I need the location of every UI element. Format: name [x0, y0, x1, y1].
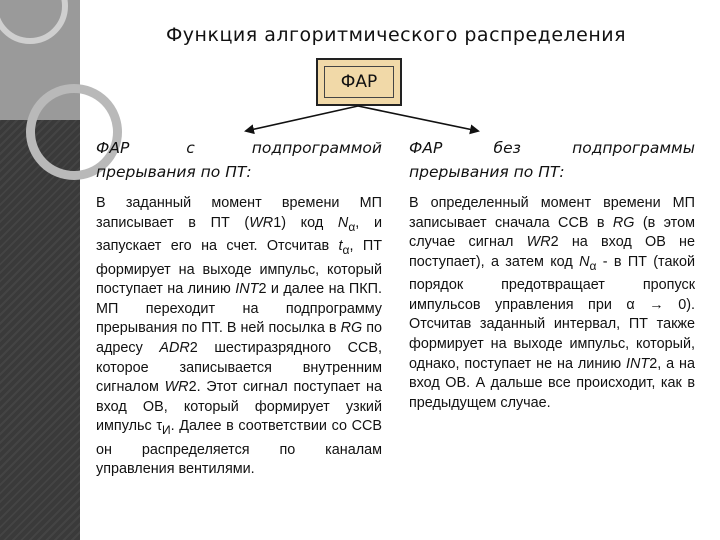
text-run: 2, а на вход ОВ. А дальше все происходит, как в предыдущем случае. — [409, 355, 696, 411]
italic-symbol: t — [338, 238, 343, 255]
text-run: , ПТ формирует на выходе импульс, который поступает на линию — [96, 238, 382, 298]
subscript: И — [162, 423, 171, 438]
italic-symbol: INT — [626, 355, 650, 372]
text-run: 2 шестиразрядного ССВ, которое записывается внутренним сигналом — [96, 339, 382, 396]
italic-symbol: RG — [340, 320, 363, 337]
column-with-interrupt — [96, 136, 382, 480]
column-body — [409, 194, 695, 413]
text-run: В заданный момент времени МП записывает в ПТ ( — [96, 195, 382, 231]
column-heading: ФАР без подпрограммы прерывания по ПТ: — [409, 139, 695, 181]
italic-symbol: RG — [612, 214, 635, 231]
text-run: 2. Этот сигнал поступает на вход ОВ, который формирует узкий импульс τ — [96, 379, 382, 435]
arrow-left — [246, 106, 358, 131]
slide-title: Функция алгоритмического распределения — [165, 24, 627, 46]
text-run: 2 и далее на ПКП. МП переходит на подпрограмму прерывания по ПТ. В ней посылка в — [96, 281, 383, 337]
text-run: - в ПТ (такой порядок предотвращает пропуск импульсов управления при α → 0). Отсчитав заданный интервал, ПТ также формирует на выходе импульс, который, однако, поступает не на линию — [409, 253, 695, 372]
text-run: 1) код — [273, 214, 338, 231]
subscript: α — [589, 258, 597, 273]
text-run: 2 на вход ОВ не поступает), а затем код — [409, 234, 696, 270]
text-run: , и запускает его на счет. Отсчитав — [96, 214, 382, 255]
italic-symbol: WR — [249, 214, 274, 231]
column-body — [96, 194, 382, 480]
italic-symbol: N — [337, 214, 349, 231]
italic-symbol: ADR — [159, 339, 190, 356]
subscript: α — [342, 242, 350, 257]
far-box-label: ФАР — [324, 66, 394, 98]
text-run: В определенный момент времени МП записывает сначала ССВ в — [409, 195, 695, 231]
italic-symbol: N — [579, 253, 590, 270]
text-run: по адресу — [96, 320, 383, 356]
italic-symbol: INT — [235, 281, 259, 298]
text-run: (в этом случае сигнал — [409, 214, 695, 251]
text-run: . Далее в соответствии со ССВ он распределяется по каналам управления вентилями. — [96, 418, 382, 478]
italic-symbol: WR — [526, 234, 551, 251]
column-without-interrupt — [409, 136, 695, 413]
arrow-right — [358, 106, 478, 131]
column-heading: ФАР с подпрограммой прерывания по ПТ: — [96, 139, 382, 181]
subscript: α — [348, 219, 356, 234]
italic-symbol: WR — [164, 379, 189, 396]
